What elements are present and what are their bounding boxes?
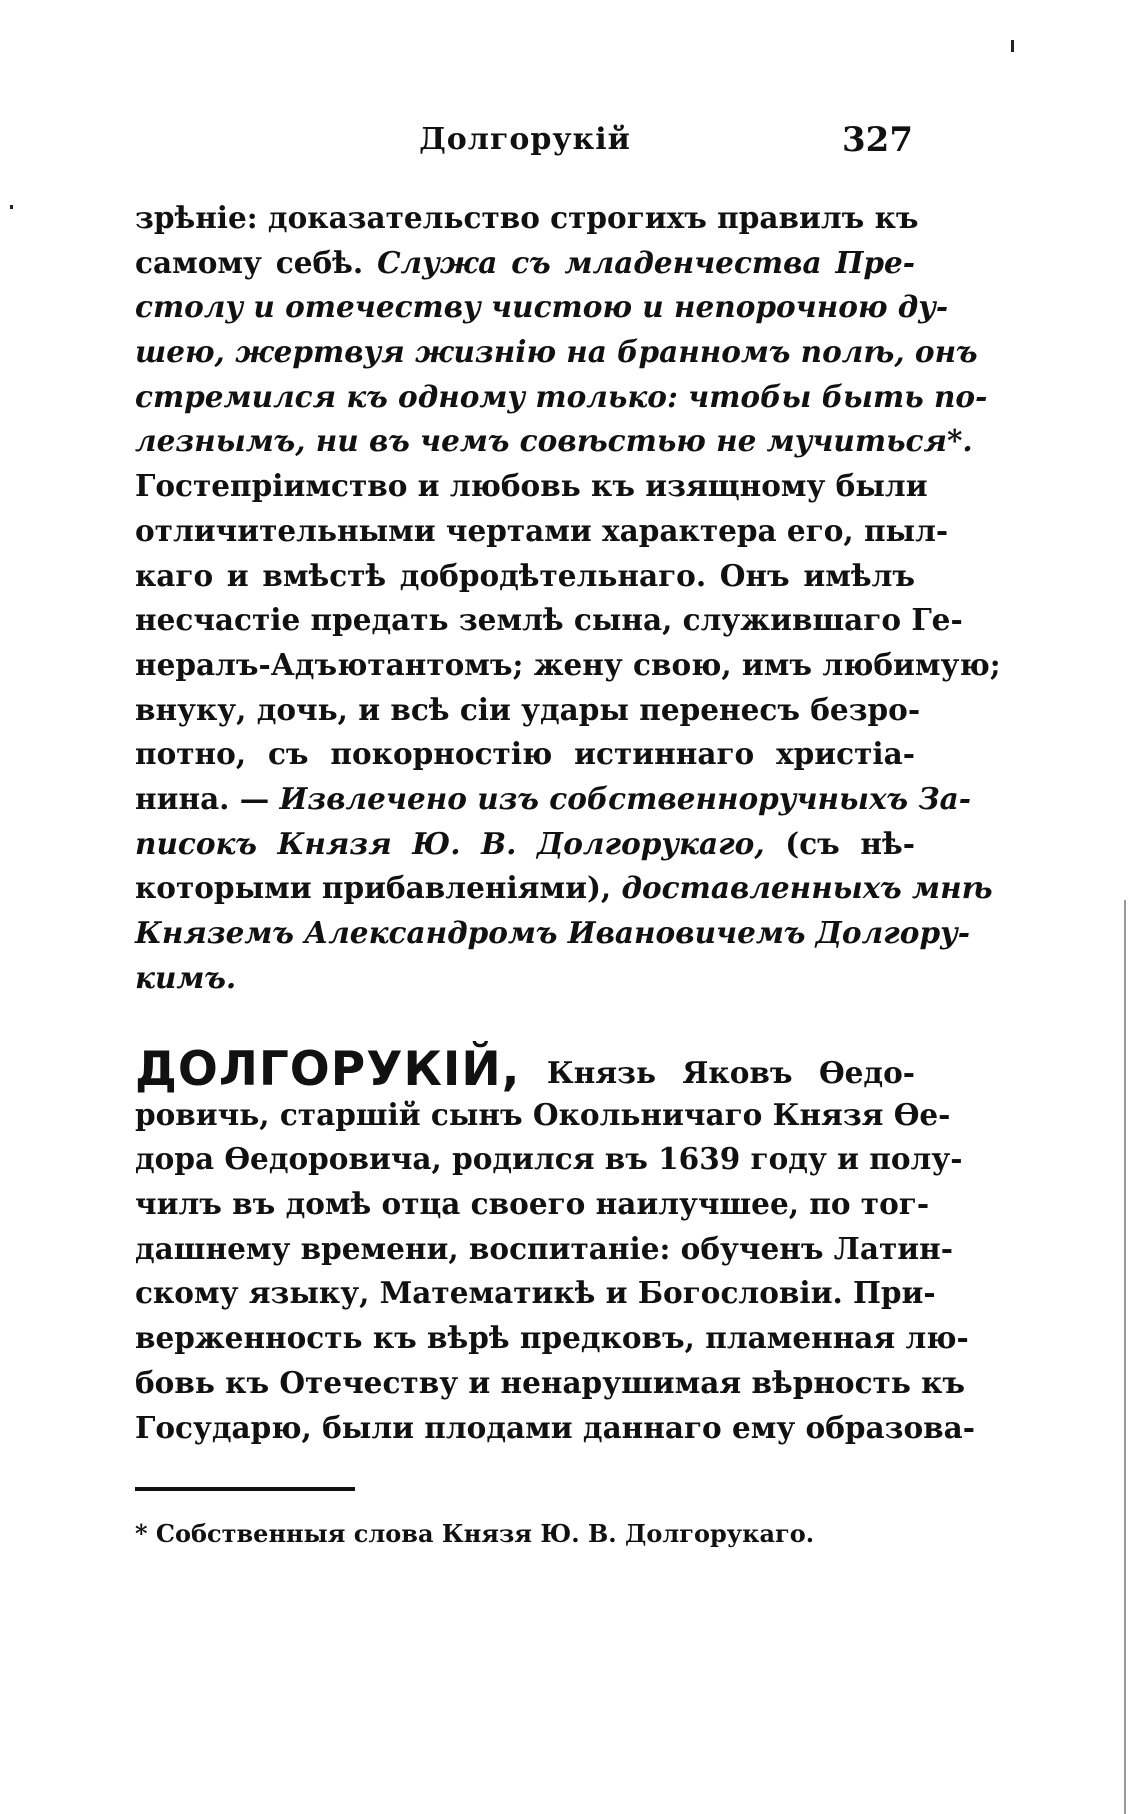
text-line [135, 419, 973, 464]
text-line: ровичь, старшій сынъ Окольничаго Князя Ѳе- [135, 1096, 951, 1132]
text-line [135, 285, 949, 330]
roman-text: каго и вмѣстѣ добродѣтельнаго. Онъ имѣлъ [135, 557, 915, 593]
italic-text: столу и отечеству чистою и непорочною ду- [135, 289, 949, 325]
text-line [135, 509, 949, 554]
text-line [135, 1042, 915, 1097]
text-line: дашнему времени, воспитаніе: обученъ Латин- [135, 1230, 953, 1266]
text-line [135, 554, 915, 599]
roman-text: внуку, дочь, и всѣ сіи удары перенесъ безро- [135, 691, 921, 727]
roman-text: несчастіе предать землѣ сына, служившаго Ге- [135, 602, 963, 638]
text-line [135, 956, 915, 1001]
text-line: дора Ѳедоровича, родился въ 1639 году и полу- [135, 1141, 963, 1177]
text-line [135, 911, 970, 956]
text-line: скому языку, Математикѣ и Богословіи. При- [135, 1275, 936, 1311]
italic-text: Княземъ Александромъ Ивановичемъ Долгору- [135, 915, 970, 950]
entry-paragraph [135, 1042, 976, 1450]
entry-heading: ДОЛГОРУКІЙ, [135, 1042, 521, 1097]
italic-text: Извлечено изъ собственноручныхъ За- [279, 780, 972, 816]
text-line: чилъ въ домѣ отца своего наилучшее, по тог- [135, 1186, 930, 1222]
roman-text: Гостепріимство и любовь къ изящному были [135, 468, 928, 504]
italic-text: писокъ Князя Ю. В. Долгорукаго, [135, 825, 765, 861]
continued-paragraph [135, 196, 1001, 1000]
roman-text: нералъ-Адъютантомъ; жену свою, имъ любимую; [135, 646, 1001, 682]
italic-text: шею, жертвуя жизнію на бранномъ полѣ, онъ [135, 334, 978, 370]
text-line: верженность къ вѣрѣ предковъ, пламенная лю- [135, 1320, 969, 1356]
page-header [135, 122, 915, 162]
roman-text: самому себѣ. [135, 244, 378, 280]
text-line [135, 330, 978, 375]
roman-text: отличительными чертами характера его, пыл- [135, 512, 949, 548]
text-line: бовь къ Отечеству и ненарушимая вѣрность къ [135, 1364, 966, 1400]
text-line [135, 375, 988, 420]
text-line [135, 777, 972, 822]
italic-text: доставленныхъ мнѣ [621, 870, 993, 906]
text-line [135, 241, 915, 286]
text-line [135, 732, 915, 777]
text-line [135, 822, 915, 867]
roman-text: потно, съ покорностію истиннаго христіа- [135, 736, 915, 772]
text-line [135, 643, 1001, 688]
running-head: Долгорукій [419, 122, 631, 157]
text-line [135, 688, 921, 733]
scan-speck [1011, 40, 1014, 52]
italic-text: кимъ. [135, 959, 237, 995]
footnote-rule [135, 1487, 355, 1491]
scan-speck [10, 205, 13, 209]
scan-edge-line [1124, 900, 1126, 1814]
roman-text: которыми прибавленіями), [135, 870, 622, 906]
italic-text: лезнымъ, ни въ чемъ совѣстью не мучиться*. [135, 423, 973, 459]
italic-text: стремился къ одному только: чтобы быть по- [135, 378, 988, 414]
roman-text: зрѣніе: доказательство строгихъ правилъ къ [135, 200, 919, 235]
roman-text: нина. — [135, 780, 280, 816]
text-line [135, 196, 919, 241]
page-number: 327 [842, 120, 913, 160]
text-line [135, 866, 993, 911]
footnote: * Собственныя слова Князя Ю. В. Долгорукаго. [135, 1519, 815, 1548]
entry-first-line-text: Князь Яковъ Ѳедо- [520, 1055, 915, 1090]
text-line [135, 598, 963, 643]
text-line [135, 464, 928, 509]
roman-text: (съ нѣ- [764, 825, 915, 861]
italic-text: Служа съ младенчества Пре- [377, 244, 916, 280]
text-line: Государю, были плодами даннаго ему образова- [135, 1409, 976, 1445]
